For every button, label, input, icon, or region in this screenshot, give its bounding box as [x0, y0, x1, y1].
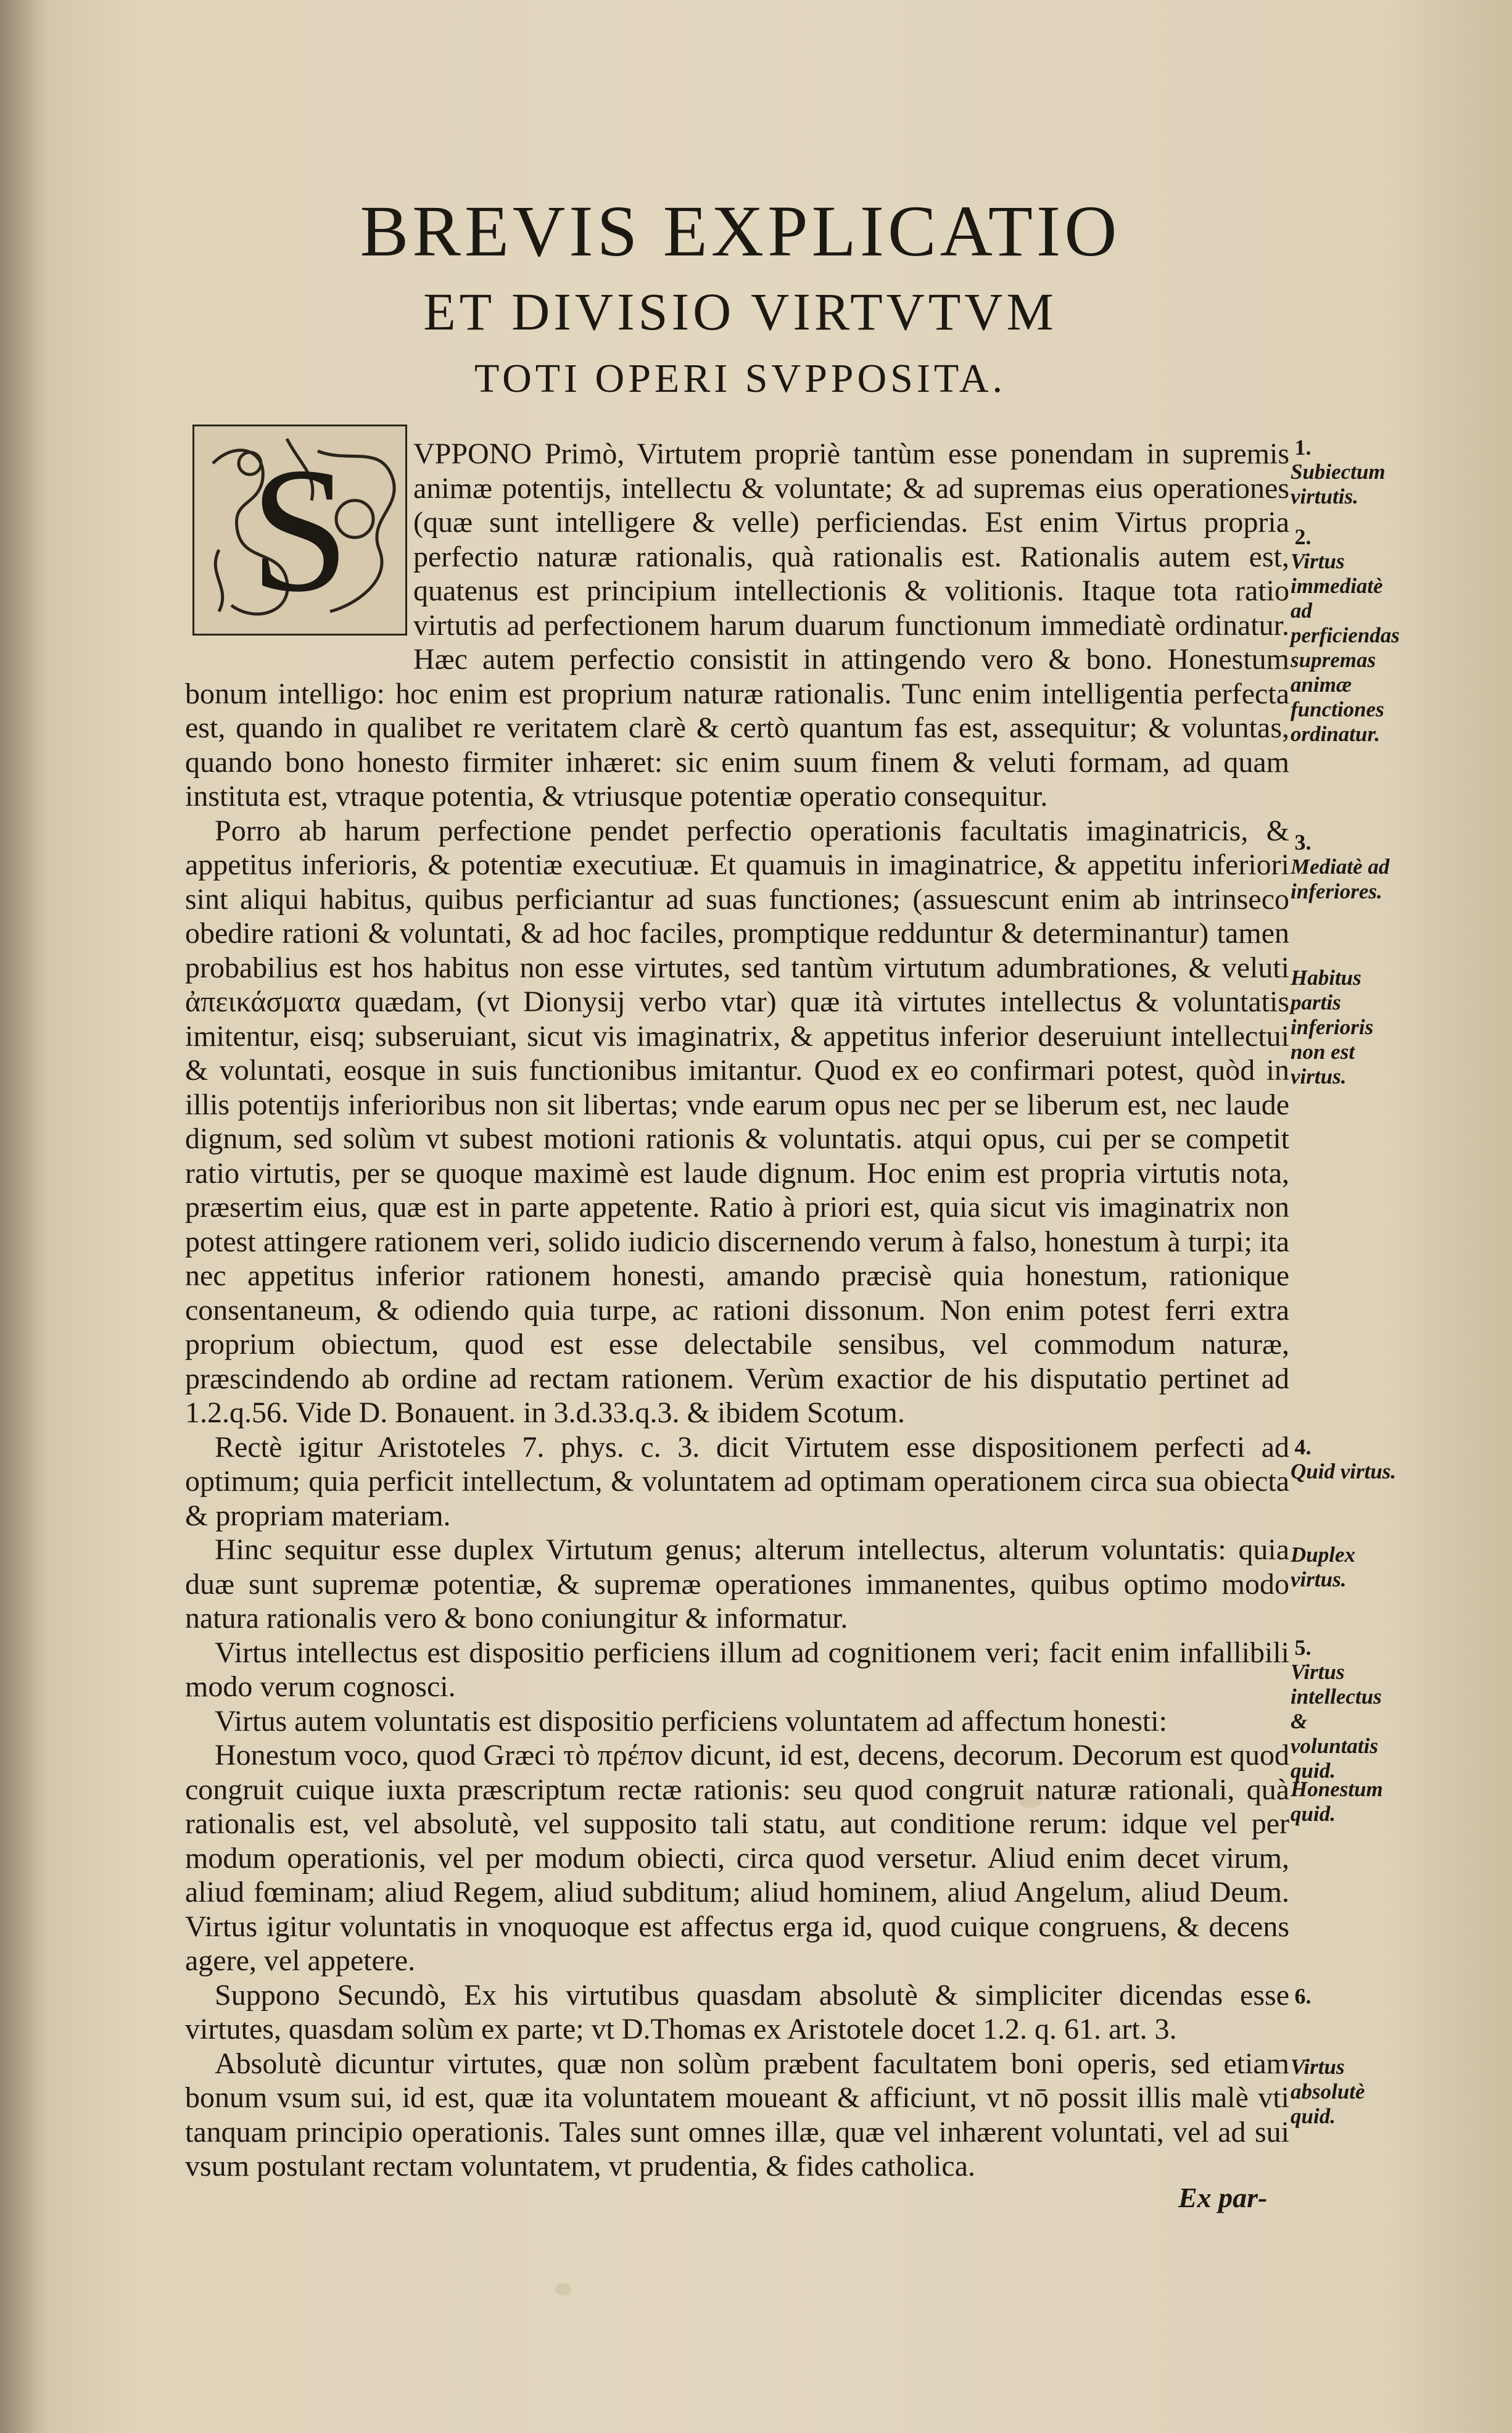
gutter-shadow	[0, 0, 49, 2433]
title-line-2: ET DIVISIO VIRTVTVM	[423, 282, 1057, 341]
margin-note: 3. Mediatè ad inferiores.	[1291, 830, 1390, 903]
margin-note: 5. Virtus intellectus & voluntatis quid.	[1291, 1635, 1382, 1783]
paragraph-7: Honestum voco, quod Græci τὸ πρέπον dicunt, id est, decens, decorum. Decorum est quod congruit cuique iuxta præscriptum rectæ rationis: seu quod congruit naturæ rationali, quà rationalis est, vel absolutè, vel supposito tali statu, aut conditione rerum: idque vel per modum operationis, vel per modum obiecti, circa quod versetur. Aliud enim decet virum, aliud fœminam; aliud Regem, aliud subditum; aliud hominem, aliud Angelum, aliud Deum. Virtus igitur voluntatis in vnoquoque est affectus erga id, quod cuique congruens, & decens agere, vel appetere.	[185, 1739, 1289, 1977]
catchword: Ex par-	[1178, 2182, 1268, 2213]
paragraph-2: Porro ab harum perfectione pendet perfectio operationis facultatis imaginatricis, & appetitus inferioris, & potentiæ executiuæ. Et quamuis in imaginatrice, & appetitu inferiori sint aliqui habitus, quibus perficiantur ad suas functiones; (assuescunt enim ab intrinseco obedire rationi & voluntati, & ad hoc faciles, promptique redduntur & determinantur) tamen probabilius est hos habitus non esse virtutes, sed tantùm virtutum adumbrationes, & veluti ἀπεικάσματα quædam, (vt Dionysij verbo vtar) quæ ità virtutes intellectus & voluntatis imitentur, eisq; subseruiant, sicut vis imaginatrix, & appetitus inferior deseruiunt intellectui & voluntati, eosque in suis functionibus imitantur. Quod ex eo confirmari potest, quòd in illis potentijs inferioribus non sit libertas; vnde earum opus nec per se liberum est, nec laude dignum, sed solùm vt subest motioni rationis & voluntatis. atqui opus, cui per se competit ratio virtutis, per se quoque maximè est laude dignum. Hoc enim est propria virtutis nota, præsertim eius, quæ est in parte appetente. Ratio à priori est, quia sicut vis imaginatrix non potest attingere rationem veri, solido iudicio discernendo verum à falso, honestum à turpi; ita nec appetitus inferior rationem honesti, amando præcisè quia honestum, rationique consentaneum, & odiendo quia turpe, ac rationi dissonum. Non enim potest ferri extra proprium obiectum, quod est esse delectabile sensibus, vel commodum naturæ, præscindendo ab ordine ad rectam rationem. Verùm exactior de his disputatio pertinet ad 1.2.q.56. Vide D. Bonauent. in 3.d.33.q.3. & ibidem Scotum.	[185, 814, 1289, 1429]
body-text	[185, 437, 1289, 2184]
margin-note: 2. Virtus immediatè ad perficiendas supremas animæ functiones ordinatur.	[1291, 524, 1400, 746]
margin-note: Habitus partis inferioris non est virtus.	[1291, 966, 1374, 1088]
paragraph-4: Hinc sequitur esse duplex Virtutum genus; alterum intellectus, alterum voluntatis: quia duæ sunt supremæ potentiæ, & supremæ operationes immanentes, quibus optimo modo natura rationalis vero & bono coniungitur & informatur.	[185, 1533, 1289, 1635]
svg-text:S: S	[250, 431, 350, 629]
margin-note: 6.	[1294, 1984, 1312, 2008]
foxing-spot	[555, 2283, 571, 2295]
margin-note: Virtus absolutè quid.	[1291, 2055, 1365, 2128]
margin-note: Honestum quid.	[1291, 1777, 1383, 1826]
paragraph-5: Virtus intellectus est dispositio perficiens illum ad cognitionem veri; facit enim infallibili modo verum cognosci.	[185, 1636, 1289, 1703]
title-line-3: TOTI OPERI SVPPOSITA.	[474, 356, 1007, 401]
paragraph-8: Suppono Secundò, Ex his virtutibus quasdam absolutè & simpliciter dicendas esse virtutes, quasdam solùm ex parte; vt D.Thomas ex Aristotele docet 1.2. q. 61. art. 3.	[185, 1978, 1289, 2045]
title-line-1: BREVIS EXPLICATIO	[360, 191, 1121, 271]
paragraph-9: Absolutè dicuntur virtutes, quæ non solùm præbent facultatem boni operis, sed etiam bonum vsum sui, id est, quæ ita voluntatem moueant & afficiunt, vt nō possit illis malè vti tanquam principio operationis. Tales sunt omnes illæ, quæ vel inhærent voluntati, vel ad sui vsum postulant rectam voluntatem, vt prudentia, & fides catholica.	[185, 2047, 1289, 2182]
margin-note: Duplex virtus.	[1291, 1543, 1355, 1591]
paragraph-6: Virtus autem voluntatis est dispositio perficiens voluntatem ad affectum honesti:	[215, 1704, 1167, 1738]
paragraph-3: Rectè igitur Aristoteles 7. phys. c. 3. dicit Virtutem esse dispositionem perfecti ad optimum; quia perficit intellectum, & voluntatem ad optimam operationem circa sua obiecta & propriam materiam.	[185, 1430, 1289, 1532]
margin-note: 4. Quid virtus.	[1291, 1435, 1397, 1483]
margin-note: 1. Subiectum virtutis.	[1291, 435, 1386, 508]
paragraph-1: VPPONO Primò, Virtutem propriè tantùm esse ponendam in supremis animæ potentijs, intellectu & voluntate; & ad supremas eius operationes (quæ sunt intelligere & velle) perficiendas. Est enim Virtus propria perfectio naturæ rationalis, quà rationalis est. Rationalis autem est, quatenus est principium intellectionis & volitionis. Itaque tota ratio virtutis ad perfectionem harum duarum functionum immediatè ordinatur. Hæc autem perfectio consistit in attingendo vero & bono. Honestum bonum intelligo: hoc enim est proprium naturæ rationalis. Tunc enim intelligentia perfecta est, quando in qualibet re veritatem clarè & certò quantum fas est, assequitur; & voluntas, quando bono honesto firmiter inhæret: sic enim suum finem & veluti formam, ad quam instituta est, vtraque potentia, & vtriusque potentiæ operatio consequitur.	[185, 437, 1289, 813]
